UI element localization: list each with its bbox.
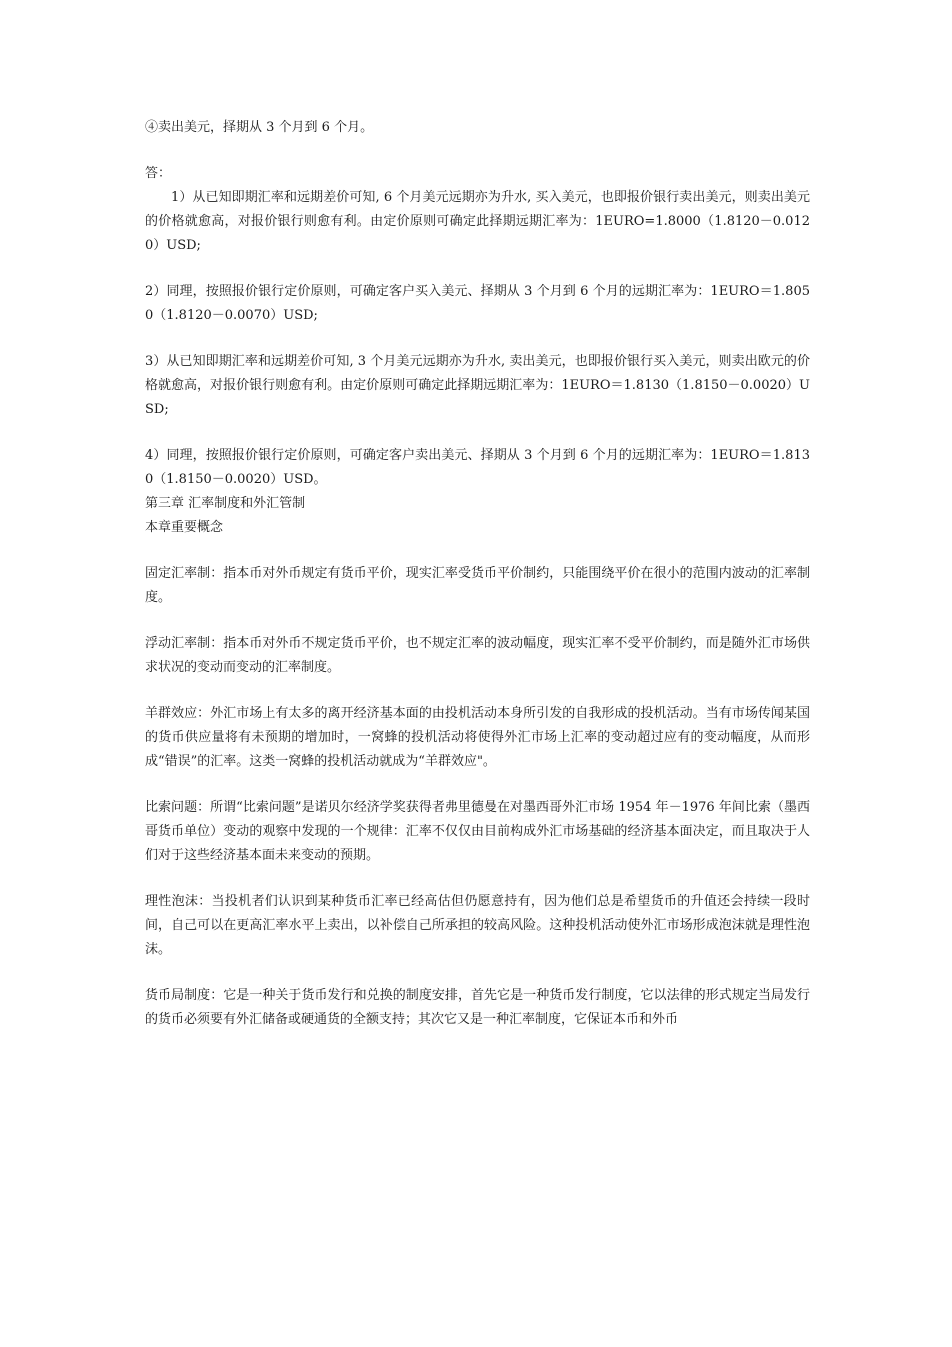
answer-paragraph-1: 1）从已知即期汇率和远期差价可知, 6 个月美元远期亦为升水, 买入美元，也即报价银行卖出美元，则卖出美元的价格就愈高，对报价银行则愈有利。由定价原则可确定此择期远期汇率为：1EURO=1.8000（1.8120－0.0120）USD;	[145, 190, 810, 253]
concept-currency-board: 货币局制度：它是一种关于货币发行和兑换的制度安排，首先它是一种货币发行制度，它以法律的形式规定当局发行的货币必须要有外汇储备或硬通货的全额支持；其次它又是一种汇率制度，它保证本币和外币	[145, 988, 810, 1027]
concept-herd-effect: 羊群效应：外汇市场上有太多的离开经济基本面的由投机活动本身所引发的自我形成的投机活动。当有市场传闻某国的货币供应量将有未预期的增加时，一窝蜂的投机活动将使得外汇市场上汇率的变动超过应有的变动幅度，从而形成“错误”的汇率。这类一窝蜂的投机活动就成为“羊群效应"。	[145, 706, 810, 769]
answer-paragraph-2: 2）同理，按照报价银行定价原则，可确定客户买入美元、择期从 3 个月到 6 个月的远期汇率为：1EURO＝1.8050（1.8120－0.0070）USD;	[145, 284, 810, 323]
document-body	[145, 116, 810, 1032]
answer-paragraph-3: 3）从已知即期汇率和远期差价可知, 3 个月美元远期亦为升水, 卖出美元，也即报价银行买入美元，则卖出欧元的价格就愈高，对报价银行则愈有利。由定价原则可确定此择期远期汇率为：1EURO＝1.8130（1.8150－0.0020）USD;	[145, 354, 810, 417]
concept-rational-bubble: 理性泡沫：当投机者们认识到某种货币汇率已经高估但仍愿意持有，因为他们总是希望货币的升值还会持续一段时间，自己可以在更高汇率水平上卖出，以补偿自己所承担的较高风险。这种投机活动使外汇市场形成泡沫就是理性泡沫。	[145, 894, 810, 957]
concept-peso-problem: 比索问题：所谓“比索问题”是诺贝尔经济学奖获得者弗里德曼在对墨西哥外汇市场 1954 年－1976 年间比索（墨西哥货币单位）变动的观察中发现的一个规律：汇率不仅仅由目前构成外汇市场基础的经济基本面决定，而且取决于人们对于这些经济基本面未来变动的预期。	[145, 800, 810, 863]
answer-label: 答：	[145, 166, 172, 181]
chapter-title: 第三章 汇率制度和外汇管制	[145, 496, 306, 511]
concept-floating-rate: 浮动汇率制：指本币对外币不规定货币平价，也不规定汇率的波动幅度，现实汇率不受平价制约，而是随外汇市场供求状况的变动而变动的汇率制度。	[145, 636, 810, 675]
question-item-4: ④卖出美元，择期从 3 个月到 6 个月。	[145, 120, 374, 135]
concept-fixed-rate: 固定汇率制：指本币对外币规定有货币平价，现实汇率受货币平价制约，只能围绕平价在很小的范围内波动的汇率制度。	[145, 566, 810, 605]
concepts-title: 本章重要概念	[145, 520, 224, 535]
answer-paragraph-4: 4）同理，按照报价银行定价原则，可确定客户卖出美元、择期从 3 个月到 6 个月的远期汇率为：1EURO＝1.8130（1.8150－0.0020）USD。	[145, 448, 810, 487]
